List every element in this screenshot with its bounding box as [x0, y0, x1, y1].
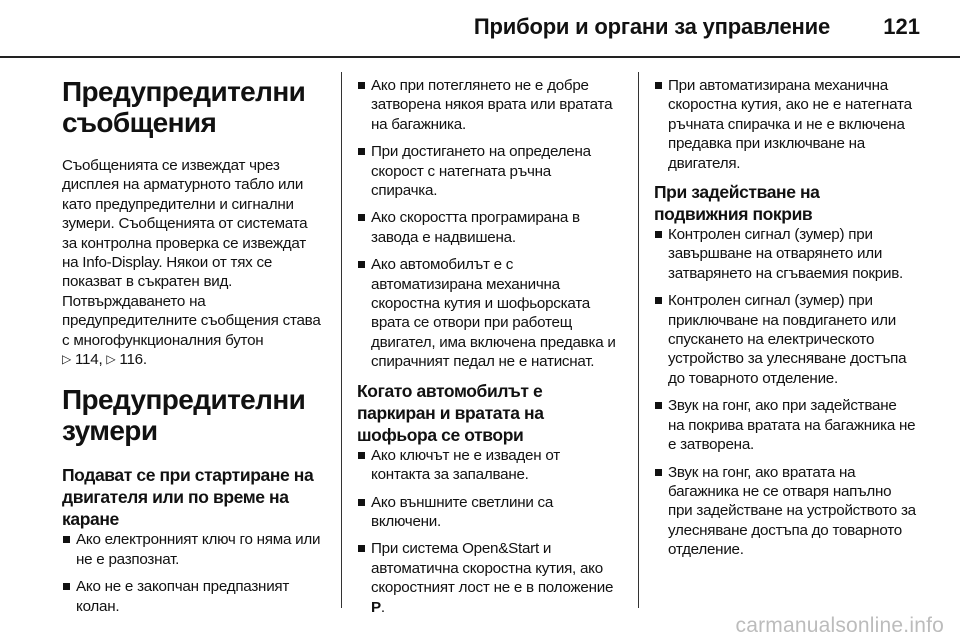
- list-item: Контролен сигнал (зумер) при завършване на отварянето или затварянето на сгъваемия покрив.: [654, 225, 916, 283]
- section-title-warning-chimes: Предупредителни зумери: [62, 384, 306, 447]
- page-number: 121: [883, 14, 920, 39]
- list-item: При автоматизирана механична скоростна кутия, ако не е натегната ръчната спирачка и не е включена предавка при изключване на двигателя.: [654, 76, 916, 173]
- column-divider-2: [638, 72, 639, 608]
- openstart-text: При система Open&Start и автоматична скоростна кутия, ако скоростният лост не е в положение: [371, 540, 614, 597]
- list-item: При достигането на определена скорост с натегната ръчна спирачка.: [357, 142, 619, 200]
- openstart-end: .: [380, 598, 385, 616]
- column-2: [357, 76, 619, 616]
- list-item: Ако при потеглянето не е добре затворена някоя врата или вратата на багажника.: [357, 76, 619, 134]
- xref-separator: ,: [98, 351, 103, 369]
- list-item: Ако ключът не е изваден от контакта за запалване.: [357, 446, 619, 485]
- page-reference-icon: ▷: [106, 352, 116, 367]
- list-parked-items: [357, 446, 619, 617]
- list-parked-items-cont: [654, 76, 916, 173]
- watermark: carmanualsonline.info: [735, 614, 944, 637]
- list-item: Звук на гонг, ако при задействане на покрива вратата на багажника не е затворена.: [654, 396, 916, 454]
- column-divider-1: [341, 72, 342, 608]
- list-item: Ако не е закопчан предпазният колан.: [62, 577, 324, 616]
- subsection-title-roof: При задействане на подвижния покрив: [654, 182, 820, 225]
- section-title-warning-messages: Предупредителни съобщения: [62, 76, 306, 138]
- gear-position-p: P: [371, 598, 381, 616]
- warning-messages-body: Съобщенията се извеждат чрез дисплея на арматурното табло или като предупредителни и сигнални зумери. Съобщенията от системата за контролна проверка се извеждат на Info-Display. Някои от тях се показват в съкратен вид. Потвърждаването на предупредителните съобщения става с многофункционалния бутон: [62, 157, 321, 349]
- list-item: Ако електронният ключ го няма или не е разпознат.: [62, 530, 324, 569]
- subsection-title-start: Подават се при стартиране на двигателя или по време на каране: [62, 465, 314, 530]
- xref-page-1[interactable]: 114: [74, 351, 99, 369]
- list-item: Звук на гонг, ако вратата на багажника не се отваря напълно при задействане на устройството за улесняване достъпа до товарното отделение.: [654, 463, 916, 560]
- column-3: [654, 76, 916, 604]
- list-item: Контролен сигнал (зумер) при приключване на повдигането или спускането на електрическото устройство за улесняване достъпа до товарното отделение.: [654, 291, 916, 388]
- list-item: Ако външните светлини са включени.: [357, 493, 619, 532]
- list-item-openstart: [357, 539, 619, 617]
- xref-page-2[interactable]: 116.: [119, 351, 147, 369]
- subsection-title-parked: Когато автомобилът е паркиран и вратата на шофьора се отвори: [357, 380, 544, 445]
- header-rule: [0, 56, 960, 58]
- list-item: Ако автомобилът е с автоматизирана механична скоростна кутия и шофьорската врата се отвори при работещ двигател, има включена предавка и спирачният педал не е натиснат.: [357, 255, 619, 371]
- column-1: [62, 76, 324, 615]
- list-item: Ако скоростта програмирана в завода е надвишена.: [357, 208, 619, 247]
- page-reference-icon: ▷: [62, 352, 71, 367]
- list-roof-items: [654, 225, 916, 560]
- header-title: Прибори и органи за управление: [473, 14, 830, 39]
- list-start-items-a: [62, 530, 324, 616]
- warning-messages-text: [62, 156, 324, 369]
- page-header: [0, 0, 960, 62]
- list-start-items-b: [357, 76, 619, 372]
